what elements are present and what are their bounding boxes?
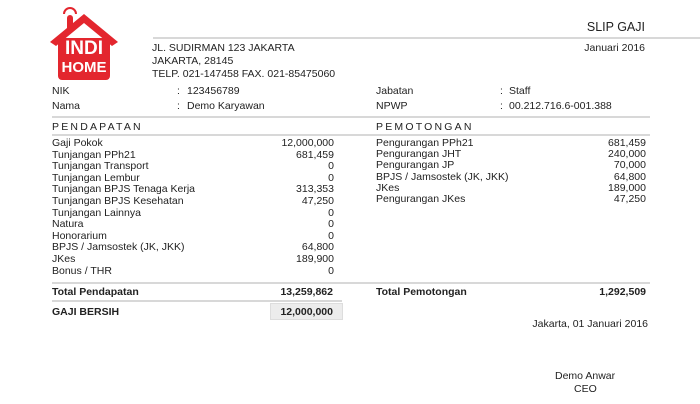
npwp-label: NPWP [376, 100, 408, 112]
pendapatan-item-value: 189,900 [296, 253, 334, 265]
pendapatan-item-label: Tunjangan Transport [52, 160, 149, 173]
pendapatan-item-label: Tunjangan Lembur [52, 171, 140, 184]
document-title: SLIP GAJI [586, 20, 645, 34]
pendapatan-row [52, 253, 334, 265]
pendapatan-row [52, 207, 334, 219]
pemotongan-row [376, 159, 646, 171]
logo-text-home: HOME [61, 59, 107, 76]
pendapatan-item-label: Natura [52, 218, 84, 231]
company-logo [48, 6, 120, 82]
pendapatan-row [52, 218, 334, 230]
signer-name: Demo Anwar [555, 370, 616, 382]
nik-value: 123456789 [187, 85, 240, 97]
signer-position: CEO [574, 383, 597, 395]
pendapatan-item-label: Tunjangan BPJS Tenaga Kerja [52, 183, 196, 196]
pemotongan-item-value: 681,459 [608, 137, 646, 149]
address-line-1: JL. SUDIRMAN 123 JAKARTA [152, 42, 295, 54]
pemotongan-item-value: 240,000 [608, 148, 646, 161]
npwp-value: 00.212.716.6-001.388 [509, 100, 612, 112]
pemotongan-list [376, 137, 646, 217]
pendapatan-item-label: Tunjangan PPh21 [52, 148, 136, 161]
pendapatan-item-value: 0 [328, 206, 334, 219]
pendapatan-row [52, 183, 334, 195]
pendapatan-row [52, 137, 334, 149]
pendapatan-item-value: 0 [328, 160, 334, 173]
pendapatan-item-value: 681,459 [296, 148, 334, 161]
pendapatan-row [52, 195, 334, 207]
pemotongan-heading: PEMOTONGAN [376, 121, 474, 133]
pendapatan-row [52, 241, 334, 253]
pemotongan-item-label: Pengurangan JP [376, 159, 455, 172]
nama-value: Demo Karyawan [187, 100, 265, 112]
header-divider [153, 37, 700, 39]
pendapatan-heading: PENDAPATAN [52, 121, 143, 133]
logo-text-indi: INDI [65, 38, 103, 59]
pendapatan-row [52, 149, 334, 161]
pendapatan-row [52, 160, 334, 172]
pemotongan-row [376, 182, 646, 194]
nik-label: NIK [52, 85, 70, 97]
total-pemotongan-value: 1,292,509 [599, 286, 646, 298]
pendapatan-item-value: 0 [328, 218, 334, 231]
nama-label: Nama [52, 100, 81, 112]
pemotongan-item-value: 47,250 [613, 193, 646, 205]
pendapatan-item-value: 47,250 [301, 195, 334, 207]
pemotongan-item-label: JKes [376, 181, 400, 194]
pemotongan-row [376, 171, 646, 183]
pemotongan-row [376, 193, 646, 205]
pemotongan-item-value: 189,000 [608, 181, 646, 194]
pendapatan-item-value: 313,353 [296, 183, 334, 196]
total-divider-bottom [52, 300, 342, 302]
pendapatan-item-label: Tunjangan Lainnya [52, 206, 141, 219]
npwp-colon: : [500, 100, 503, 112]
address-line-3: TELP. 021-147458 FAX. 021-85475060 [152, 68, 336, 80]
section-divider [52, 134, 650, 136]
pemotongan-item-label: BPJS / Jamsostek (JK, JKK) [376, 170, 509, 183]
gaji-bersih-label: GAJI BERSIH [52, 306, 120, 318]
pemotongan-item-label: Pengurangan JKes [376, 193, 466, 205]
pemotongan-item-label: Pengurangan JHT [376, 148, 462, 161]
pendapatan-item-value: 0 [328, 171, 334, 184]
pendapatan-item-label: Tunjangan BPJS Kesehatan [52, 195, 184, 207]
pendapatan-item-value: 12,000,000 [281, 137, 334, 149]
pendapatan-list [52, 137, 334, 277]
pendapatan-item-value: 64,800 [301, 241, 334, 254]
total-pemotongan-label: Total Pemotongan [376, 286, 467, 298]
pendapatan-row [52, 172, 334, 184]
gaji-bersih-value: 12,000,000 [280, 306, 333, 318]
jabatan-colon: : [500, 85, 503, 97]
info-divider [52, 116, 650, 118]
pendapatan-item-value: 0 [328, 229, 334, 242]
period: Januari 2016 [584, 42, 645, 54]
pendapatan-item-label: Gaji Pokok [52, 137, 103, 149]
total-pendapatan-value: 13,259,862 [280, 286, 333, 298]
pemotongan-item-label: Pengurangan PPh21 [376, 137, 474, 149]
pendapatan-row [52, 230, 334, 242]
pendapatan-item-label: JKes [52, 253, 76, 265]
total-pendapatan-label: Total Pendapatan [52, 286, 139, 298]
nama-colon: : [177, 100, 180, 112]
total-divider-top [52, 282, 650, 284]
pendapatan-item-label: Bonus / THR [52, 264, 112, 277]
pemotongan-item-value: 70,000 [613, 159, 646, 172]
pemotongan-row [376, 148, 646, 160]
jabatan-value: Staff [509, 85, 531, 97]
jabatan-label: Jabatan [376, 85, 414, 97]
address-line-2: JAKARTA, 28145 [152, 55, 234, 67]
pendapatan-item-label: BPJS / Jamsostek (JK, JKK) [52, 241, 185, 254]
place-date: Jakarta, 01 Januari 2016 [532, 318, 648, 330]
pendapatan-row [52, 265, 334, 277]
pemotongan-item-value: 64,800 [613, 170, 646, 183]
nik-colon: : [177, 85, 180, 97]
pemotongan-row [376, 137, 646, 149]
pendapatan-item-value: 0 [328, 264, 334, 277]
pendapatan-item-label: Honorarium [52, 229, 107, 242]
